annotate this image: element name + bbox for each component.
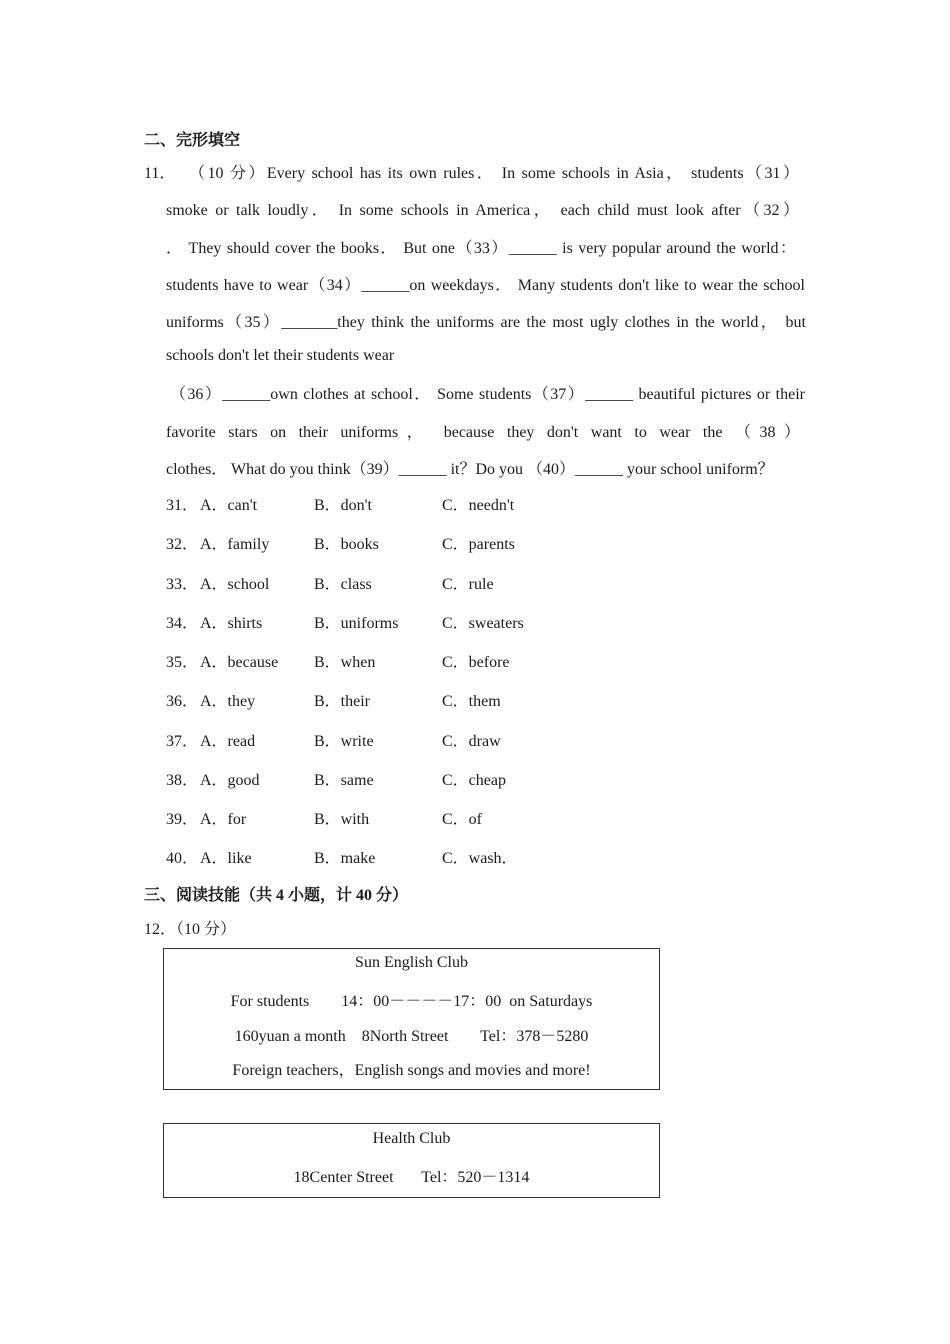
option-b[interactable]: B．make <box>314 850 376 867</box>
question-number: 11． <box>144 165 176 182</box>
club-price-address: 160yuan a month 8North Street Tel：378－5280 <box>234 1028 589 1045</box>
option-number: 31． <box>166 497 199 514</box>
option-row-34 <box>166 610 766 632</box>
option-row-35 <box>166 649 766 671</box>
option-number: 38． <box>166 772 199 789</box>
club-title: Health Club <box>372 1130 451 1147</box>
club-title: Sun English Club <box>355 954 468 971</box>
passage-line: schools don't let their students wear <box>166 347 395 364</box>
option-number: 33． <box>166 576 199 593</box>
option-c[interactable]: C．draw <box>442 733 501 750</box>
passage-line: favorite stars on their uniforms， because they don't want to wear the （38） <box>166 424 800 441</box>
option-number: 40． <box>166 850 199 867</box>
option-a[interactable]: A．like <box>200 850 252 867</box>
option-c[interactable]: C．cheap <box>442 772 506 789</box>
club-features: Foreign teachers，English songs and movies and more! <box>232 1062 591 1079</box>
passage-line: uniforms（35）_______they think the uniforms are the most ugly clothes in the world， but <box>166 314 806 331</box>
section-heading-cloze: 二、完形填空 <box>144 132 241 149</box>
option-row-39 <box>166 806 766 828</box>
option-b[interactable]: B．books <box>314 536 379 553</box>
option-b[interactable]: B．uniforms <box>314 615 399 632</box>
club-address-tel: 18Center Street Tel：520－1314 <box>293 1169 530 1186</box>
option-row-40 <box>166 845 766 867</box>
option-a[interactable]: A．good <box>200 772 260 789</box>
option-b[interactable]: B．when <box>314 654 376 671</box>
option-c[interactable]: C．of <box>442 811 483 828</box>
option-a[interactable]: A．they <box>200 693 256 710</box>
option-a[interactable]: A．read <box>200 733 256 750</box>
option-c[interactable]: C．rule <box>442 576 494 593</box>
section-heading-reading: 三、阅读技能（共 4 小题，计 40 分） <box>144 887 409 904</box>
option-a[interactable]: A．for <box>200 811 247 828</box>
club-notice-sun-english <box>163 948 660 1090</box>
option-c[interactable]: C．sweaters <box>442 615 524 632</box>
option-number: 34． <box>166 615 199 632</box>
option-b[interactable]: B．write <box>314 733 374 750</box>
option-a[interactable]: A．because <box>200 654 279 671</box>
option-b[interactable]: B．don't <box>314 497 373 514</box>
option-number: 35． <box>166 654 199 671</box>
passage-line: （10 分）Every school has its own rules． In some schools in Asia， students（31） <box>189 165 799 182</box>
option-row-32 <box>166 531 766 553</box>
option-a[interactable]: A．shirts <box>200 615 263 632</box>
option-c[interactable]: C．them <box>442 693 501 710</box>
option-a[interactable]: A．can't <box>200 497 258 514</box>
passage-line: students have to wear（34）______on weekdays． Many students don't like to wear the school <box>166 277 805 294</box>
option-row-31 <box>166 492 766 514</box>
option-b[interactable]: B．with <box>314 811 370 828</box>
passage-line: smoke or talk loudly． In some schools in America， each child must look after（32） <box>166 202 799 219</box>
option-c[interactable]: C．wash． <box>442 850 518 867</box>
option-number: 36． <box>166 693 199 710</box>
option-number: 39． <box>166 811 199 828</box>
passage-line: clothes． What do you think（39）______ it？Do you （40）______ your school uniform？ <box>166 461 774 478</box>
option-row-37 <box>166 728 766 750</box>
question-number: 12．（10 分） <box>144 921 237 938</box>
passage-line: （36）______own clothes at school． Some students（37）______ beautiful pictures or their <box>170 386 805 403</box>
option-row-38 <box>166 767 766 789</box>
option-a[interactable]: A．family <box>200 536 270 553</box>
option-number: 37． <box>166 733 199 750</box>
club-notice-health <box>163 1123 660 1198</box>
club-schedule: For students 14：00－－－－17：00 on Saturdays <box>230 993 593 1010</box>
option-row-33 <box>166 571 766 593</box>
option-c[interactable]: C．needn't <box>442 497 515 514</box>
option-c[interactable]: C．before <box>442 654 510 671</box>
option-b[interactable]: B．their <box>314 693 370 710</box>
passage-line: ． They should cover the books． But one（33）______ is very popular around the world： <box>166 240 796 257</box>
option-number: 32． <box>166 536 199 553</box>
option-row-36 <box>166 688 766 710</box>
option-a[interactable]: A．school <box>200 576 270 593</box>
option-b[interactable]: B．same <box>314 772 374 789</box>
option-c[interactable]: C．parents <box>442 536 515 553</box>
option-b[interactable]: B．class <box>314 576 372 593</box>
